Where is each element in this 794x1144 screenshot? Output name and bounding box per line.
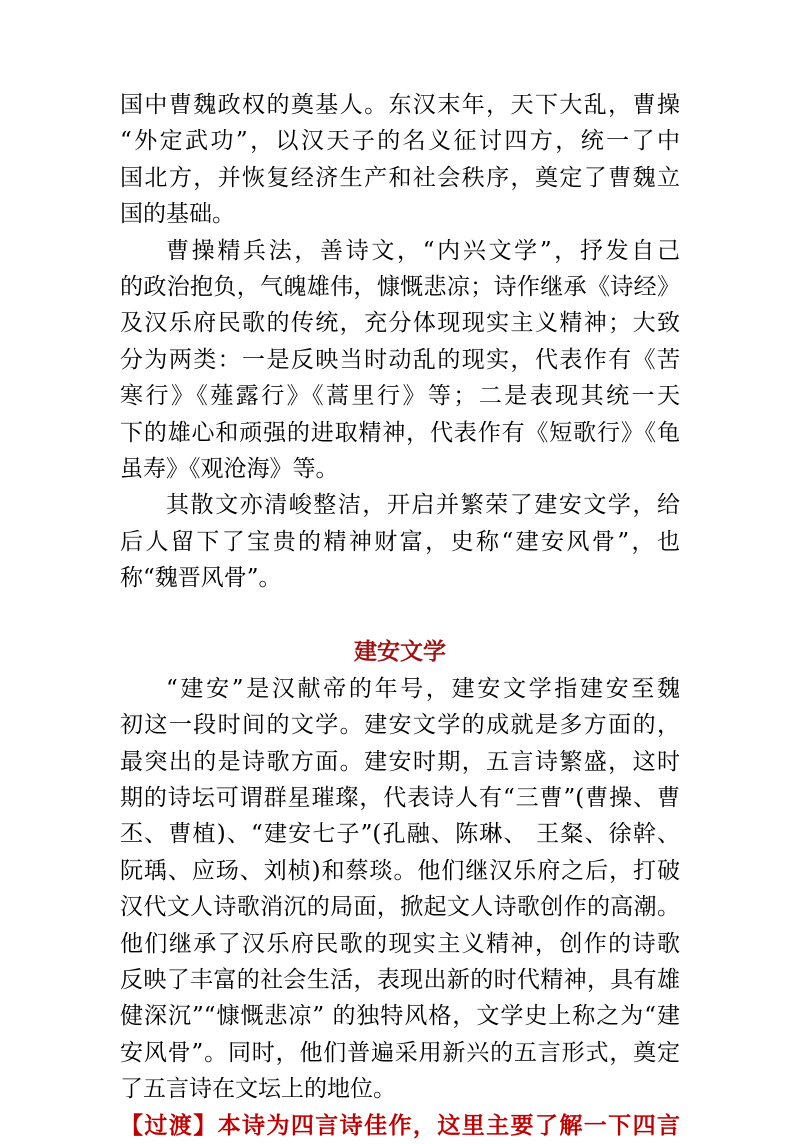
text-line: 他们继承了汉乐府民歌的现实主义精神，创作的诗歌 (120, 930, 680, 957)
text-line: 分为两类：一是反映当时动乱的现实，代表作有《苦 (120, 346, 680, 373)
text-line: 称“魏晋风骨”。 (120, 565, 282, 592)
text-line: 期的诗坛可谓群星璀璨，代表诗人有“三曹”(曹操、曹 (120, 785, 680, 812)
text-line: 汉代文人诗歌消沉的局面，掀起文人诗歌创作的高潮。 (120, 894, 680, 921)
text-line: 了五言诗在文坛上的地位。 (120, 1076, 396, 1103)
section-spacer (120, 596, 680, 634)
text-line: 国中曹魏政权的奠基人。东汉末年，天下大乱，曹操 (120, 92, 680, 118)
transition-note: 【过渡】本诗为四言诗佳作，这里主要了解一下四言 (120, 1111, 680, 1139)
document-page (120, 87, 680, 1144)
text-line: 曹操精兵法，善诗文，“内兴文学”，抒发自己 (166, 237, 680, 264)
text-line: 虽寿》《观沧海》等。 (120, 455, 339, 482)
text-line: 国北方，并恢复经济生产和社会秩序，奠定了曹魏立 (120, 164, 680, 191)
text-line: 反映了丰富的社会生活，表现出新的时代精神，具有雄 (120, 966, 680, 993)
text-line: 下的雄心和顽强的进取精神，代表作有《短歌行》《龟 (120, 419, 680, 446)
text-line: “建安”是汉献帝的年号，建安文学指建安至魏 (166, 675, 680, 702)
text-line: 的政治抱负，气魄雄伟，慷慨悲凉；诗作继承《诗经》 (120, 273, 680, 300)
text-line: 丕、曹植)、“建安七子”(孔融、陈琳、 王粲、徐幹、 (120, 821, 680, 848)
text-line: 后人留下了宝贵的精神财富，史称“建安风骨”，也 (120, 528, 680, 555)
paragraph-caocao-poetry (120, 233, 680, 488)
text-line: 最突出的是诗歌方面。建安时期，五言诗繁盛，这时 (120, 748, 680, 775)
text-line: 安风骨”。同时，他们普遍采用新兴的五言形式，奠定 (120, 1039, 680, 1066)
text-line: 及汉乐府民歌的传统，充分体现现实主义精神；大致 (120, 310, 680, 337)
text-line: “外定武功”，以汉天子的名义征讨四方，统一了中 (120, 128, 680, 155)
text-line: 健深沉”“慷慨悲凉” 的独特风格，文学史上称之为“建 (120, 1003, 680, 1030)
text-line: 初这一段时间的文学。建安文学的成就是多方面的， (120, 712, 680, 739)
text-line: 国的基础。 (120, 201, 235, 228)
text-line: 阮瑀、应玚、刘桢)和蔡琰。他们继汉乐府之后，打破 (120, 857, 680, 884)
paragraph-jianan-literature (120, 671, 680, 1108)
paragraph-caocao-intro (120, 87, 680, 233)
section-heading: 建安文学 (354, 638, 446, 666)
text-line: 寒行》《薤露行》《蒿里行》等；二是表现其统一天 (120, 383, 680, 410)
text-line: 其散文亦清峻整洁，开启并繁荣了建安文学，给 (166, 492, 680, 519)
paragraph-caocao-prose (120, 487, 680, 596)
